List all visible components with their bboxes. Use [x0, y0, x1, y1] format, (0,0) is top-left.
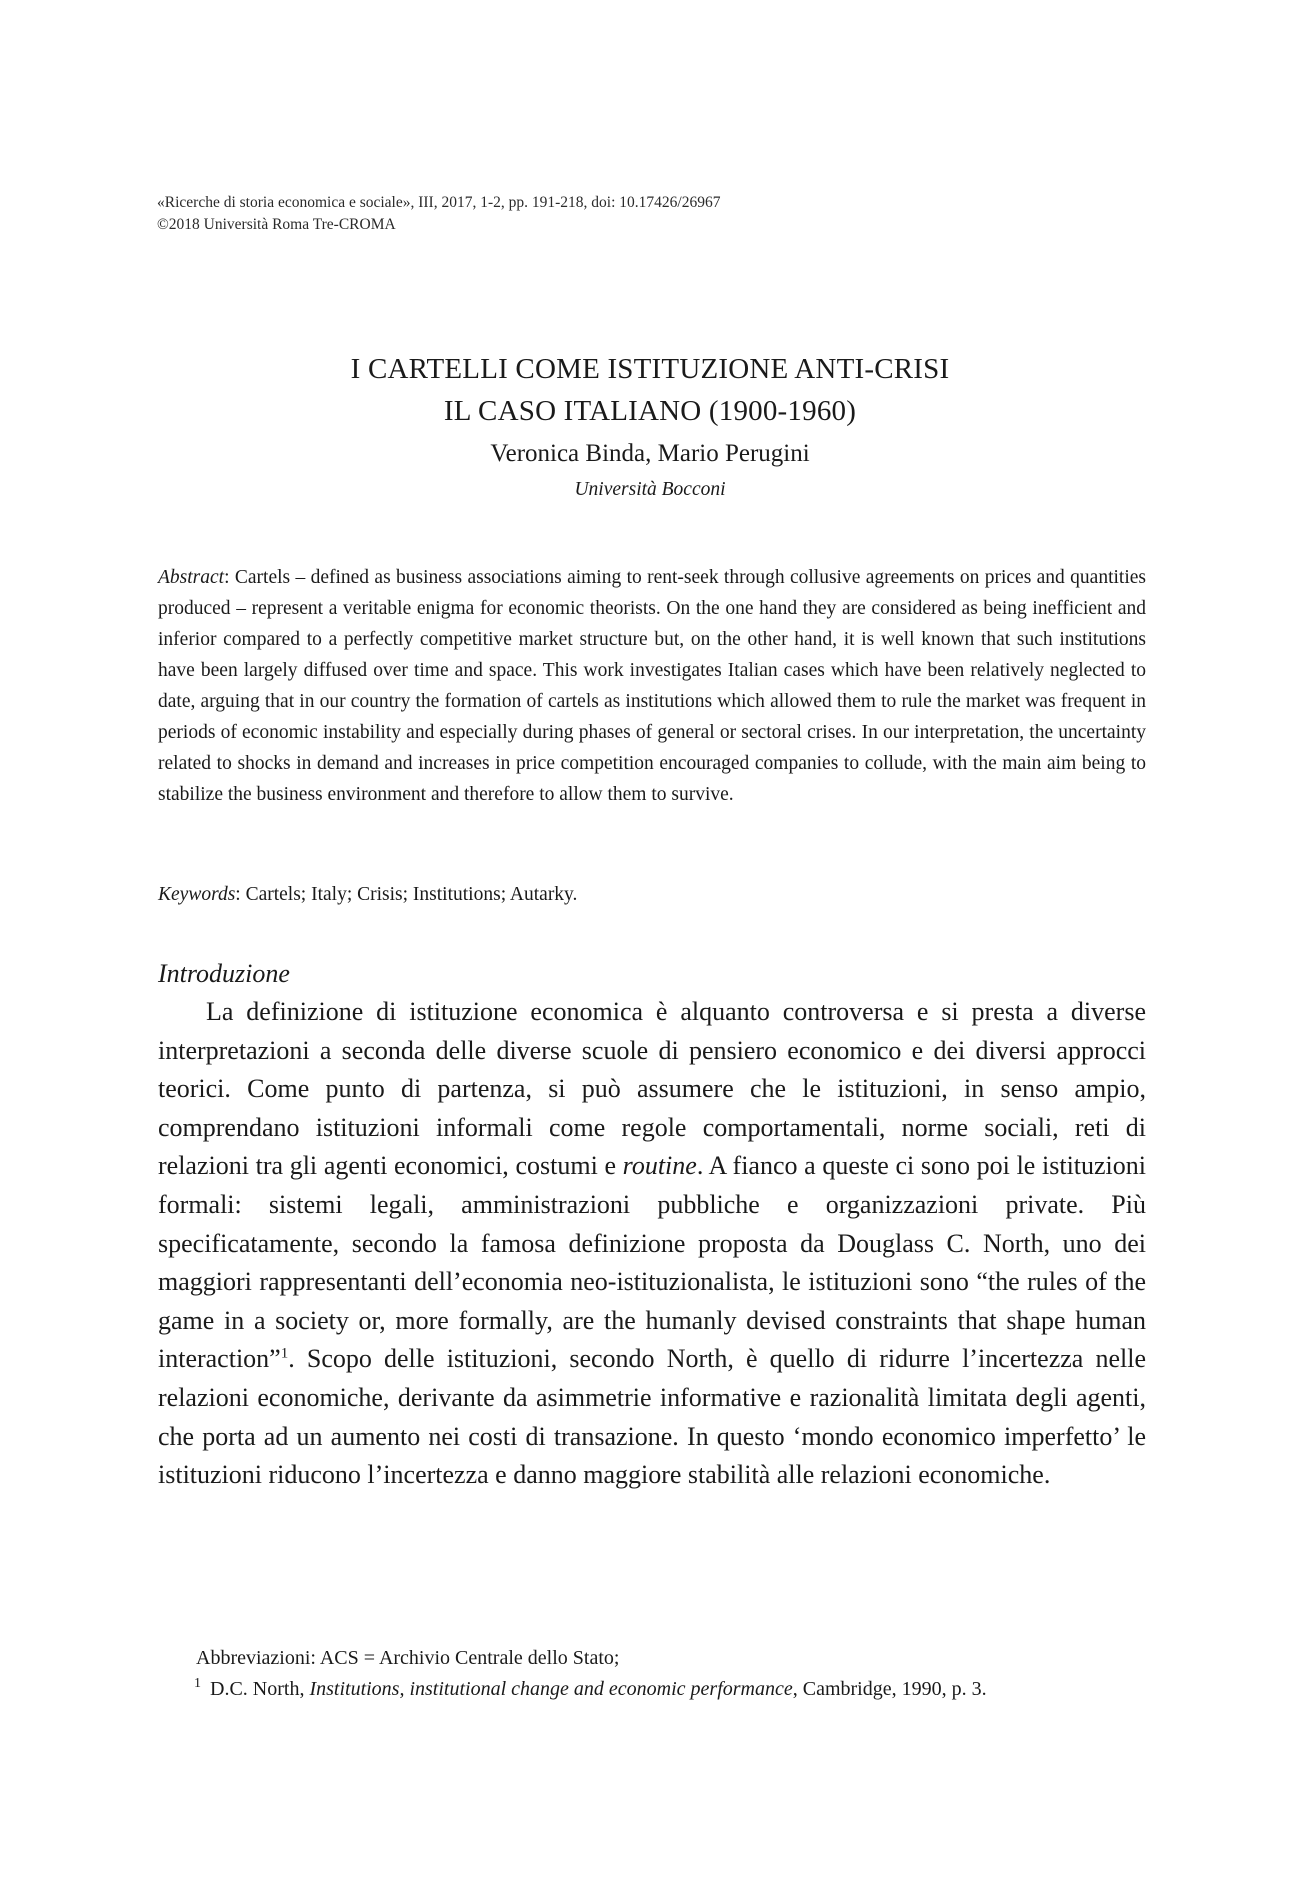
abstract-label: Abstract — [158, 567, 225, 588]
citation-line: «Ricerche di storia economica e sociale», III, 2017, 1-2, pp. 191-218, doi: 10.17426/26967 — [157, 194, 721, 211]
article-title-line-1: I CARTELLI COME ISTITUZIONE ANTI-CRISI — [350, 353, 950, 385]
abstract-text: : Cartels – defined as business associations aiming to rent-seek through collusive agreements on prices and quantities produced – represent a veritable enigma for economic theorists. On the one hand they are considered as being inefficient and inferior compared to a perfectly competitive market structure but, on the other hand, it is well known that such institutions have been largely diffused over time and space. This work investigates Italian cases which have been relatively neglected to date, arguing that in our country the formation of cartels as institutions which allowed them to rule the market was frequent in periods of economic instability and especially during phases of general or sectoral crises. In our interpretation, the uncertainty related to shocks in demand and increases in price competition encouraged companies to collude, with the main aim being to stabilize the business environment and therefore to allow them to survive. — [158, 567, 1146, 805]
abstract — [158, 562, 1146, 810]
body-paragraph — [158, 993, 1146, 1495]
keywords-label: Keywords — [158, 884, 236, 905]
footnote-1-rest: , Cambridge, 1990, p. 3. — [792, 1678, 987, 1700]
abbreviations-note: Abbreviazioni: ACS = Archivio Centrale dello Stato; — [196, 1647, 620, 1669]
journal-header — [157, 192, 720, 236]
footnote-1-title: Institutions, institutional change and economic performance — [309, 1678, 793, 1700]
author-affiliation: Università Bocconi — [574, 479, 726, 500]
body-text-part-1: La definizione di istituzione economica è alquanto controversa e si presta a diverse interpretazioni a seconda delle diverse scuole di pensiero economico e dei diversi approcci teorici. Come punto di partenza, si può assumere che le istituzioni, in senso ampio, comprendano istituzioni informali come regole comportamentali, norme sociali, reti di relazioni tra gli agenti economici, costumi e — [158, 997, 1146, 1181]
footnote-1-author: D.C. North, — [205, 1678, 310, 1700]
copyright-line: ©2018 Università Roma Tre-CROMA — [157, 216, 396, 233]
keywords — [158, 879, 1146, 910]
footnote-1-mark: 1 — [194, 1676, 201, 1692]
footnote-1 — [196, 1674, 1146, 1705]
body-text-routine: routine — [622, 1151, 697, 1181]
title-block — [0, 348, 1300, 506]
body-text-part-2: . A fianco a queste ci sono poi le istituzioni formali: sistemi legali, amministrazioni pubbliche e organizzazioni private. Più specificatamente, secondo la famosa definizione proposta da Douglass C. North, uno dei maggiori rappresentanti dell’economia neo-istituzionalista, le istituzioni sono “the rules of the game in a society or, more formally, are the humanly devised constraints that shape human interaction” — [158, 1151, 1146, 1374]
section-heading: Introduzione — [158, 959, 290, 988]
footnote-reference[interactable]: 1 — [280, 1345, 289, 1362]
article-authors: Veronica Binda, Mario Perugini — [490, 440, 810, 467]
body-text-part-3: . Scopo delle istituzioni, secondo North, è quello di ridurre l’incertezza nelle relazioni economiche, derivante da asimmetrie informative e razionalità limitata degli agenti, che porta ad un aumento nei costi di transazione. In questo ‘mondo economico imperfetto’ le istituzioni riducono l’incertezza e danno maggiore stabilità alle relazioni economiche. — [158, 1344, 1146, 1490]
footnotes — [196, 1643, 1146, 1705]
article-title-line-2: IL CASO ITALIANO (1900-1960) — [443, 395, 857, 427]
keywords-text: : Cartels; Italy; Crisis; Institutions; Autarky. — [235, 884, 578, 905]
